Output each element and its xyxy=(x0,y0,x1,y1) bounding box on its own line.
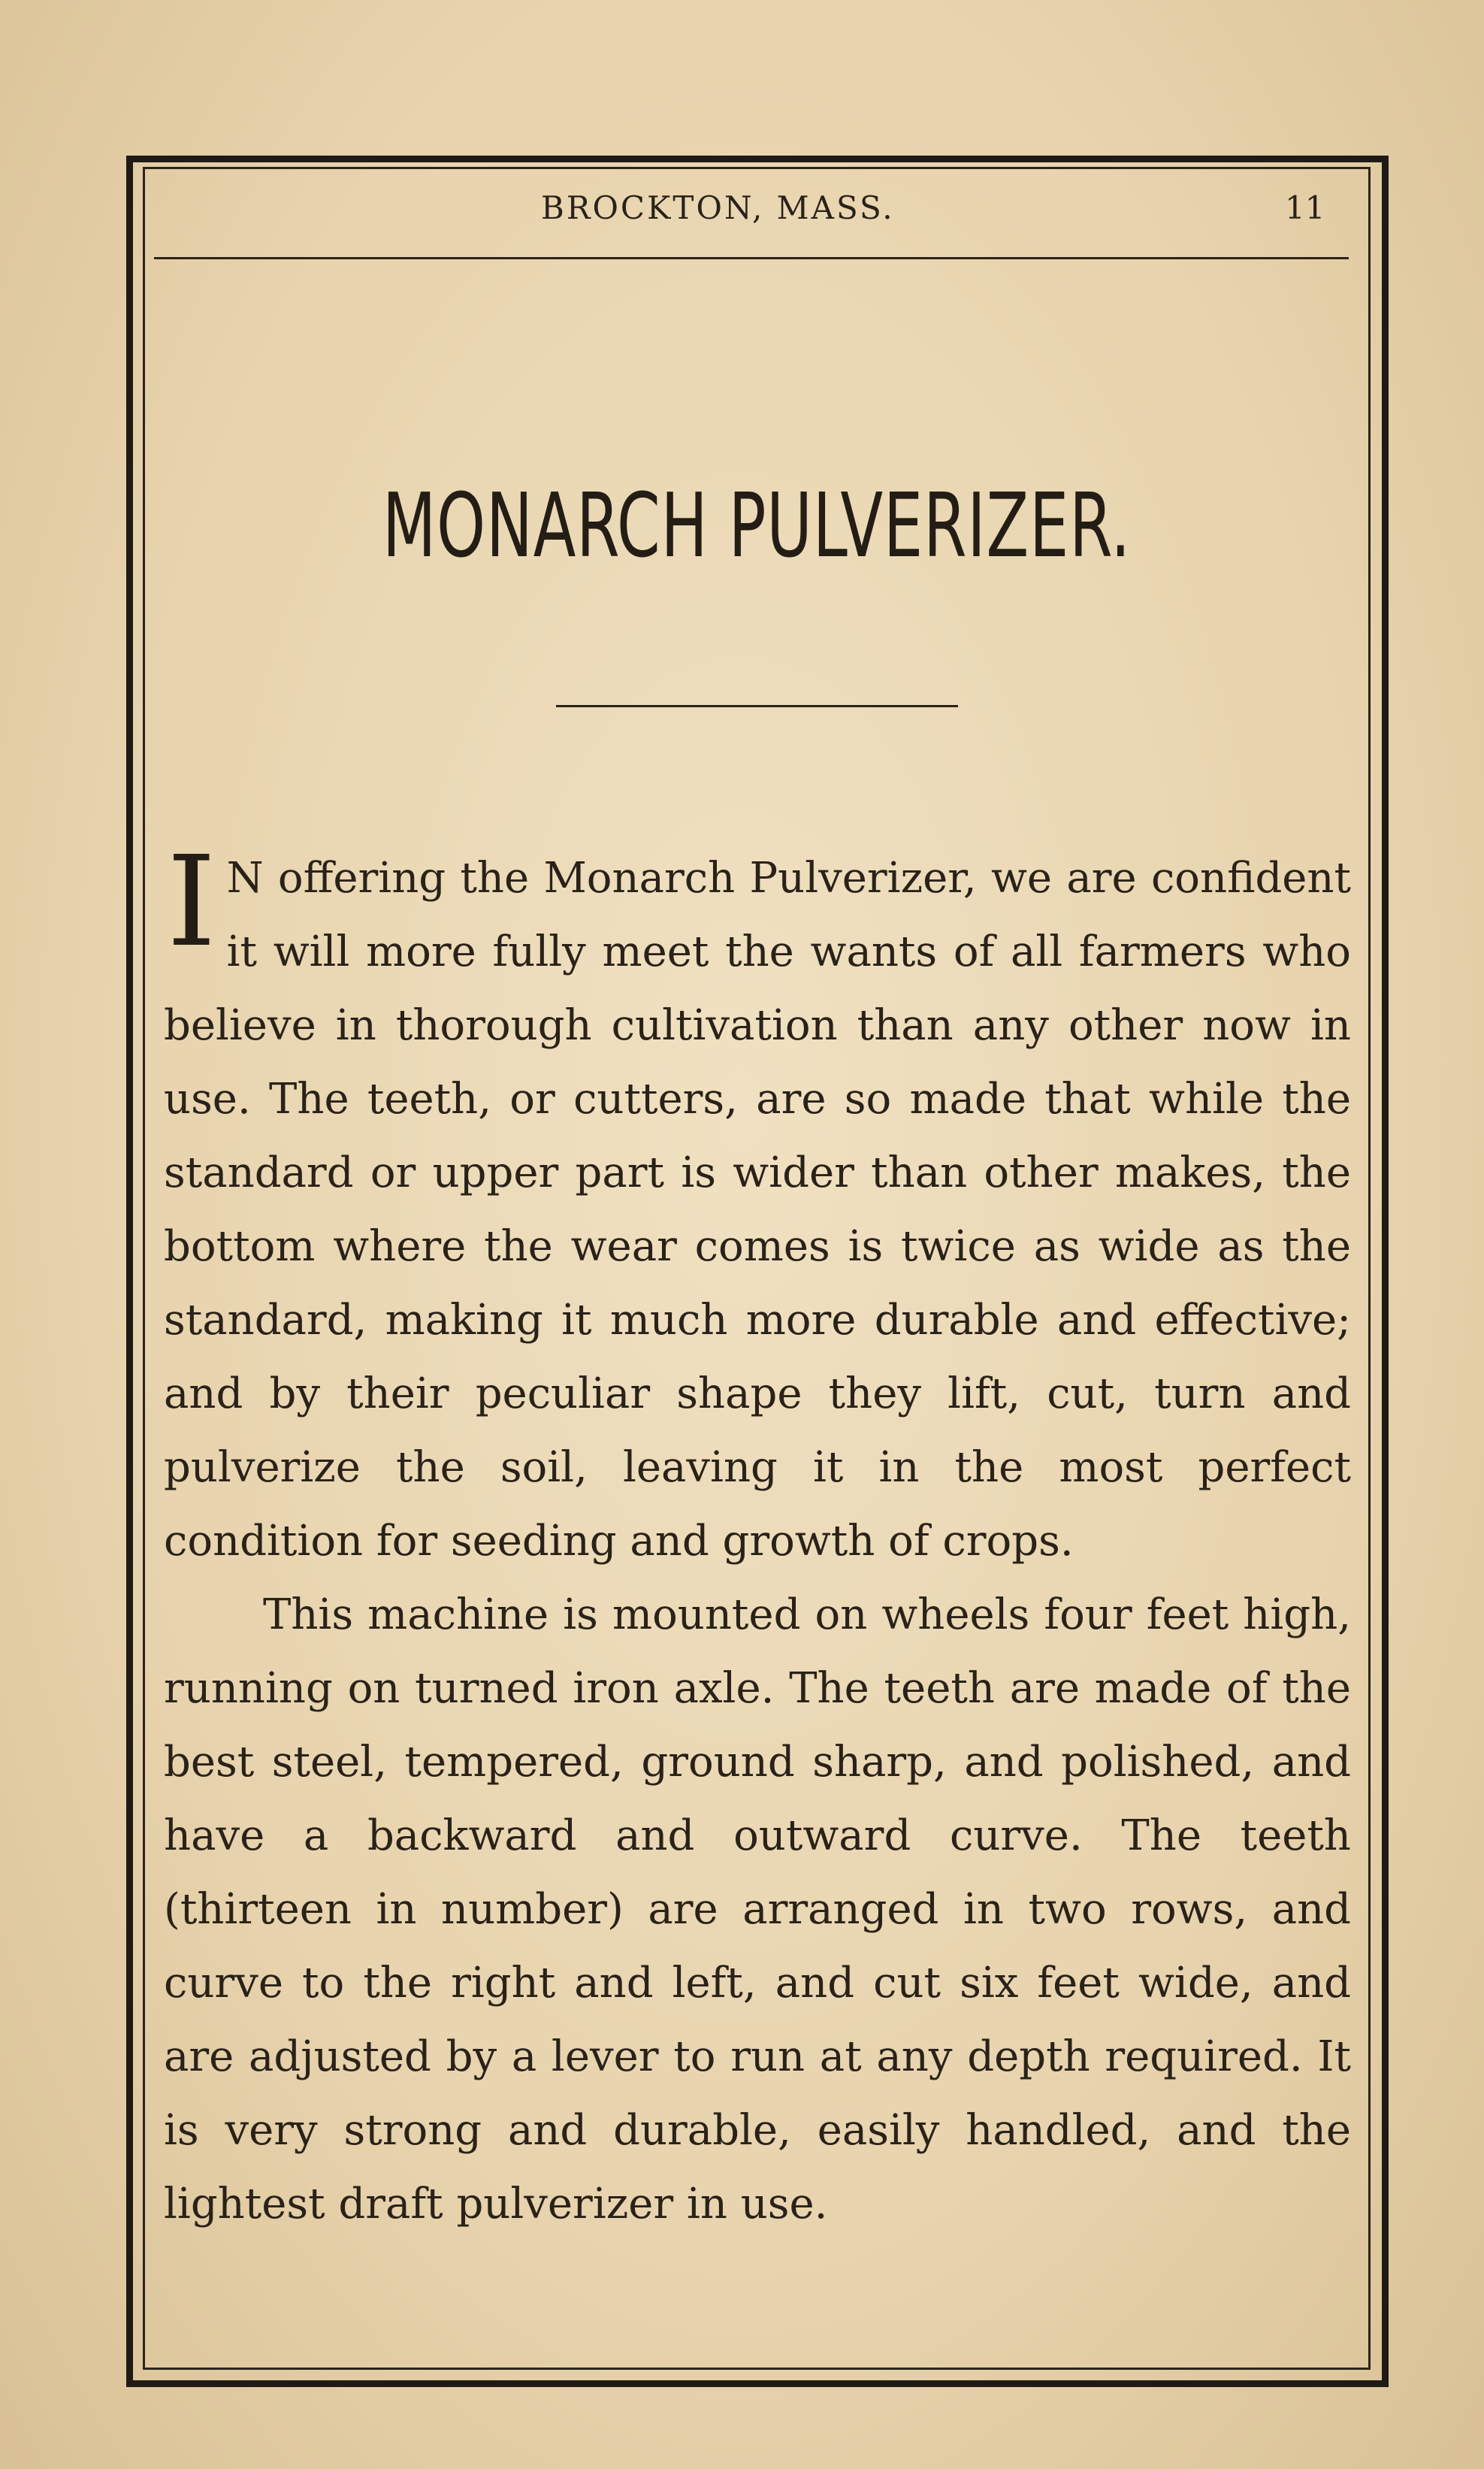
drop-cap: I xyxy=(167,830,216,975)
body-text xyxy=(164,830,1351,2241)
page-title: MONARCH PULVERIZER. xyxy=(382,474,1132,577)
running-head-title: BROCKTON, MASS. xyxy=(541,189,895,226)
header-rule xyxy=(154,257,1349,259)
paragraph-2: This machine is mounted on wheels four feet high, running on turned iron axle. The teeth are made of the best steel, tempered, ground sharp, and polished, and have a backward and outward curve. The teeth (thirteen in number) are arranged in two rows, and curve to the right and left, and cut six feet wide, and are adjusted by a lever to run at any depth required. It is very strong and durable, easily handled, and the lightest draft pulverizer in use. xyxy=(164,1590,1351,2228)
paragraph-1 xyxy=(164,830,1351,1578)
running-head xyxy=(143,189,1345,242)
title-rule xyxy=(556,705,958,707)
paragraph-1-text: N offering the Monarch Pulverizer, we are confident it will more fully meet the wants of all farmers who believe in thorough cultivation than any other now in use. The teeth, or cutters, are so made that while the standard or upper part is wider than other makes, the bottom where the wear comes is twice as wide as the standard, making it much more durable and effective; and by their peculiar shape they lift, cut, turn and pulverize the soil, leaving it in the most perfect condition for seeding and growth of crops. xyxy=(164,854,1351,1566)
page-number: 11 xyxy=(1285,189,1325,226)
